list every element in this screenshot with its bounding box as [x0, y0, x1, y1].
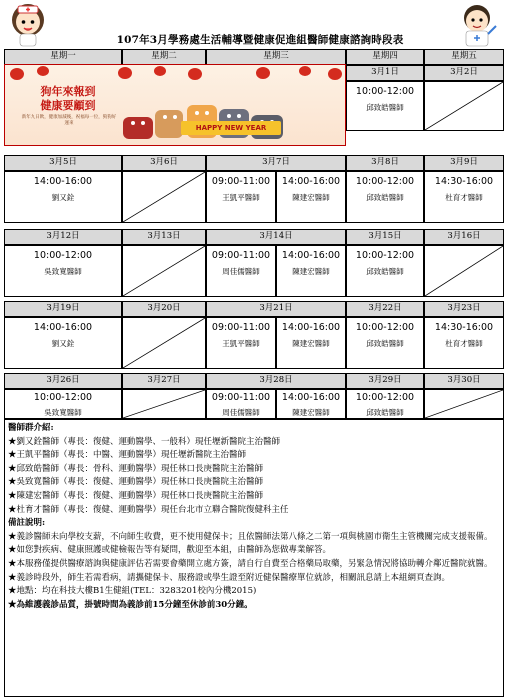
- slot-mar-2-empty: [424, 81, 504, 131]
- slot-doctor: 邱致皓醫師: [366, 193, 404, 202]
- slot-time: 09:00-11:00: [211, 176, 271, 187]
- notes-section: [4, 419, 504, 697]
- slot-time: 14:00-16:00: [281, 322, 341, 333]
- date-mar-28: 3月28日: [206, 373, 346, 389]
- slot-mar-9: [424, 171, 504, 223]
- slot-doctor: 邱致皓醫師: [366, 267, 404, 276]
- slot-time: 09:00-11:00: [211, 250, 271, 261]
- doctor-intro-item: ★陳建宏醫師（專長：復健、運動醫學）現任林口長庚醫院主治醫師: [8, 490, 264, 501]
- slot-mar-19: [4, 317, 122, 369]
- slot-doctor: 陳建宏醫師: [292, 267, 330, 276]
- slot-doctor: 劉又銓: [51, 193, 75, 202]
- slot-mar-6-empty: [122, 171, 206, 223]
- slot-doctor: 邱致皓醫師: [366, 339, 404, 348]
- new-year-banner: [4, 64, 346, 146]
- slot-time: 14:00-16:00: [281, 392, 341, 403]
- slot-mar-5: [4, 171, 122, 223]
- slot-mar-23: [424, 317, 504, 369]
- slot-mar-8: [346, 171, 424, 223]
- slot-doctor: 周佳儒醫師: [222, 408, 260, 417]
- slot-time: 09:00-11:00: [211, 392, 271, 403]
- weekday-header-tue: 星期二: [122, 49, 206, 65]
- slot-time: 14:30-16:00: [434, 176, 494, 187]
- boy-nurse-cartoon: [452, 0, 502, 48]
- slot-mar-21-afternoon: [276, 317, 346, 369]
- slot-doctor: 杜育才醫師: [445, 193, 483, 202]
- date-mar-9: 3月9日: [424, 155, 504, 171]
- weekday-header-fri: 星期五: [424, 49, 504, 65]
- doctor-intro-item: ★王凱平醫師（專長：中醫、運動醫學）現任壢新醫院主治醫師: [8, 450, 247, 461]
- slot-time: 10:00-12:00: [355, 392, 415, 403]
- slot-doctor: 吳致寬醫師: [44, 267, 82, 276]
- date-mar-2: 3月2日: [424, 65, 504, 81]
- remark-item: ★義診醫師未向學校支薪，不向師生收費，更不使用健保卡；且依醫師法第八條之二第一項與桃園市衛生主管機關完成支援報備。: [8, 531, 493, 542]
- slot-mar-28-afternoon: [276, 389, 346, 419]
- slot-doctor: 陳建宏醫師: [292, 193, 330, 202]
- slot-mar-28-morning: [206, 389, 276, 419]
- slot-time: 09:00-11:00: [211, 322, 271, 333]
- slot-doctor: 陳建宏醫師: [292, 339, 330, 348]
- slot-time: 14:00-16:00: [281, 176, 341, 187]
- slot-mar-13-empty: [122, 245, 206, 297]
- slot-doctor: 王凱平醫師: [222, 339, 260, 348]
- slot-time: 14:00-16:00: [33, 176, 93, 187]
- remark-item: ★如您對疾病、健康照護或健檢報告等有疑問，歡迎至本組，由醫師為您做專業解答。: [8, 545, 332, 556]
- slot-mar-14-morning: [206, 245, 276, 297]
- date-mar-1: 3月1日: [346, 65, 424, 81]
- date-mar-7: 3月7日: [206, 155, 346, 171]
- slot-mar-27-empty: [122, 389, 206, 419]
- slot-time: 10:00-12:00: [355, 250, 415, 261]
- date-mar-19: 3月19日: [4, 301, 122, 317]
- date-mar-8: 3月8日: [346, 155, 424, 171]
- slot-doctor: 吳致寬醫師: [44, 408, 82, 417]
- doctors-heading: 醫師群介紹:: [8, 423, 54, 433]
- date-mar-21: 3月21日: [206, 301, 346, 317]
- slot-mar-29: [346, 389, 424, 419]
- date-mar-14: 3月14日: [206, 229, 346, 245]
- weekday-header-thu: 星期四: [346, 49, 424, 65]
- slot-doctor: 杜育才醫師: [445, 339, 483, 348]
- slot-mar-7-morning: [206, 171, 276, 223]
- slot-time: 10:00-12:00: [355, 86, 415, 97]
- date-mar-29: 3月29日: [346, 373, 424, 389]
- doctor-intro-item: ★杜育才醫師（專長：復健、運動醫學）現任台北市立聯合醫院復健科主任: [8, 504, 289, 515]
- banner-headline: [23, 85, 113, 113]
- slot-time: 10:00-12:00: [355, 176, 415, 187]
- slot-doctor: 邱致皓醫師: [366, 408, 404, 417]
- slot-mar-7-afternoon: [276, 171, 346, 223]
- banner-subtext: 新年九日飲，健康加減後，祝福每一位，狗狗好運來: [21, 115, 117, 126]
- date-mar-12: 3月12日: [4, 229, 122, 245]
- date-mar-20: 3月20日: [122, 301, 206, 317]
- schedule-calendar: [4, 49, 504, 419]
- slot-time: 10:00-12:00: [33, 392, 93, 403]
- slot-mar-15: [346, 245, 424, 297]
- date-mar-30: 3月30日: [424, 373, 504, 389]
- weekday-header-mon: 星期一: [4, 49, 122, 65]
- girl-nurse-cartoon: [4, 0, 52, 48]
- doctor-intro-item: ★邱致皓醫師（專長：骨科、運動醫學）現任林口長庚醫院主治醫師: [8, 463, 264, 474]
- registration-note-text: 為維護義診品質，掛號時間為義診前15分鐘至休診前30分鐘。: [16, 599, 253, 610]
- slot-doctor: 王凱平醫師: [222, 193, 260, 202]
- slot-time: 14:00-16:00: [281, 250, 341, 261]
- slot-time: 10:00-12:00: [33, 250, 93, 261]
- slot-mar-14-afternoon: [276, 245, 346, 297]
- slot-mar-20-empty: [122, 317, 206, 369]
- slot-doctor: 陳建宏醫師: [292, 408, 330, 417]
- slot-mar-21-morning: [206, 317, 276, 369]
- slot-mar-30-empty: [424, 389, 504, 419]
- date-mar-16: 3月16日: [424, 229, 504, 245]
- slot-time: 14:00-16:00: [33, 322, 93, 333]
- date-mar-26: 3月26日: [4, 373, 122, 389]
- page-title: 107年3月學務處生活輔導暨健康促進組醫師健康諮詢時段表: [116, 34, 404, 46]
- slot-mar-16-empty: [424, 245, 504, 297]
- doctor-intro-item: ★劉又銓醫師（專長：復健、運動醫學、一般科）現任壢新醫院主治醫師: [8, 436, 281, 447]
- banner-headline-line2: 健康要顧到: [40, 99, 96, 112]
- remarks-heading: 備註說明:: [8, 518, 46, 529]
- banner-headline-line1: 狗年來報到: [40, 85, 96, 98]
- slot-mar-22: [346, 317, 424, 369]
- slot-mar-1: [346, 81, 424, 131]
- date-mar-6: 3月6日: [122, 155, 206, 171]
- slot-time: 10:00-12:00: [355, 322, 415, 333]
- doctor-intro-item: ★吳致寬醫師（專長：復健、運動醫學）現任林口長庚醫院主治醫師: [8, 477, 264, 488]
- slot-doctor: 邱致皓醫師: [366, 103, 404, 112]
- slot-doctor: 周佳儒醫師: [222, 267, 260, 276]
- remark-item: ★本服務僅提供醫療諮詢與健康評估若需要會藥開立處方簽，請自行自費至合格藥局取藥，另緊急情況將協助轉介鄰近醫院就醫。: [8, 558, 493, 569]
- registration-note: ★為維護義診品質，掛號時間為義診前15分鐘至休診前30分鐘。: [8, 599, 253, 610]
- weekday-header-wed: 星期三: [206, 49, 346, 65]
- remark-item: ★義診時段外，師生若需看病，請攜健保卡、服務證或學生證至附近健保醫療單位就診，相關訊息請上本組網頁查詢。: [8, 572, 451, 583]
- date-mar-23: 3月23日: [424, 301, 504, 317]
- date-mar-13: 3月13日: [122, 229, 206, 245]
- slot-mar-26: [4, 389, 122, 419]
- happy-new-year-sign: HAPPY NEW YEAR: [181, 121, 281, 135]
- slot-doctor: 劉又銓: [51, 339, 75, 348]
- slot-mar-12: [4, 245, 122, 297]
- date-mar-15: 3月15日: [346, 229, 424, 245]
- date-mar-27: 3月27日: [122, 373, 206, 389]
- date-mar-5: 3月5日: [4, 155, 122, 171]
- remark-item: ★地點：均在科技大樓B1生健組(TEL：3283201校內分機2015): [8, 586, 257, 597]
- slot-time: 14:30-16:00: [434, 322, 494, 333]
- date-mar-22: 3月22日: [346, 301, 424, 317]
